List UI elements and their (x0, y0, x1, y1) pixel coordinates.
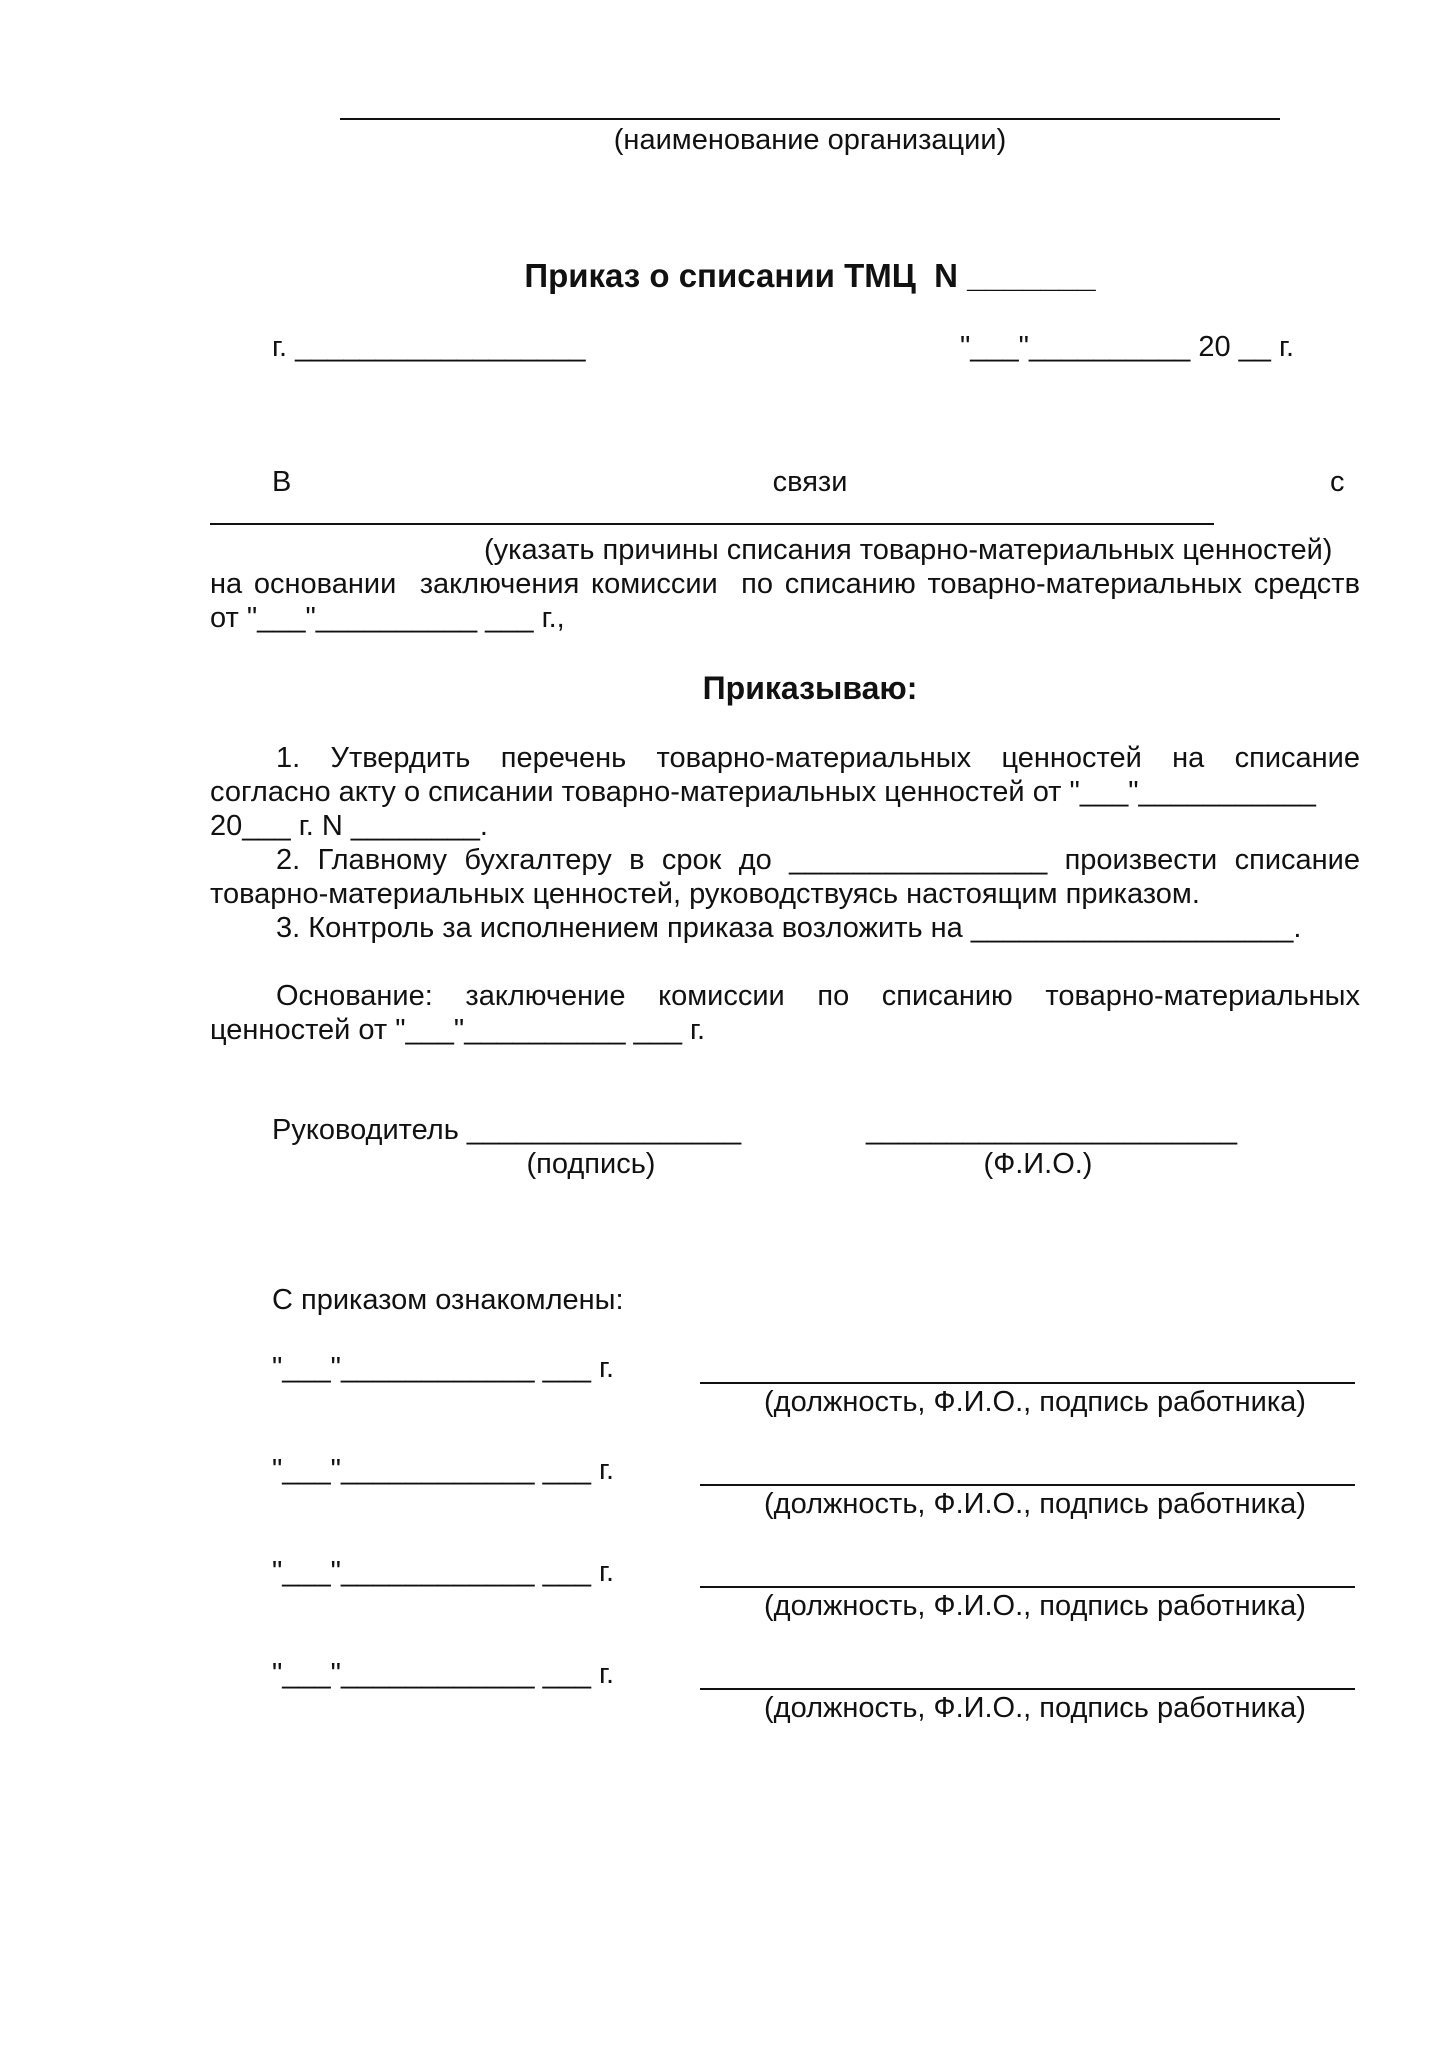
employee-caption: (должность, Ф.И.О., подпись работника) (764, 1692, 1306, 1724)
director-signature-label: Руководитель _________________ (272, 1114, 742, 1146)
employee-caption: (должность, Ф.И.О., подпись работника) (764, 1386, 1306, 1418)
employee-signature-line (700, 1688, 1355, 1690)
signature-caption: (подпись) (526, 1148, 656, 1180)
acquainted-date: "___"____________ ___ г. (272, 1556, 615, 1588)
reason-word-v: В (272, 466, 292, 498)
item-1-line-3: 20___ г. N ________. (210, 810, 488, 842)
order-date-field: "___"__________ 20 __ г. (960, 331, 1295, 363)
order-heading: Приказываю: (702, 670, 918, 706)
employee-signature-line (700, 1586, 1355, 1588)
organization-name-line (340, 118, 1280, 120)
acquainted-date: "___"____________ ___ г. (272, 1658, 615, 1690)
city-field: г. __________________ (272, 331, 586, 363)
reason-caption: (указать причины списания товарно-материальных ценностей) (484, 534, 1333, 566)
item-2-line-1: 2. Главному бухгалтеру в срок до ________________ произвести списание (276, 844, 1360, 876)
fio-caption: (Ф.И.О.) (983, 1148, 1093, 1180)
director-name-line: _______________________ (866, 1114, 1237, 1146)
basis-line-1: Основание: заключение комиссии по списанию товарно-материальных (276, 980, 1360, 1012)
employee-caption: (должность, Ф.И.О., подпись работника) (764, 1488, 1306, 1520)
item-2-line-2: товарно-материальных ценностей, руководствуясь настоящим приказом. (210, 878, 1200, 910)
item-1-line-1: 1. Утвердить перечень товарно-материальных ценностей на списание (276, 742, 1360, 774)
basis-line-2: ценностей от "___"__________ ___ г. (210, 1014, 706, 1046)
reason-word-svyazi: связи (772, 466, 848, 498)
acquainted-date: "___"____________ ___ г. (272, 1352, 615, 1384)
employee-signature-line (700, 1484, 1355, 1486)
reason-word-s: с (1330, 466, 1345, 498)
organization-caption: (наименование организации) (613, 124, 1007, 156)
item-3-line-1: 3. Контроль за исполнением приказа возложить на ____________________. (276, 912, 1302, 944)
reason-blank-line (210, 523, 1214, 525)
employee-caption: (должность, Ф.И.О., подпись работника) (764, 1590, 1306, 1622)
employee-signature-line (700, 1382, 1355, 1384)
document-title: Приказ о списании ТМЦ N _______ (524, 257, 1096, 294)
commission-basis-line: на основании заключения комиссии по списанию товарно-материальных средств (210, 568, 1360, 600)
item-1-line-2: согласно акту о списании товарно-материальных ценностей от "___"___________ (210, 776, 1316, 808)
acquainted-date: "___"____________ ___ г. (272, 1454, 615, 1486)
acquainted-heading: С приказом ознакомлены: (272, 1284, 624, 1316)
commission-date-line: от "___"__________ ___ г., (210, 602, 565, 634)
